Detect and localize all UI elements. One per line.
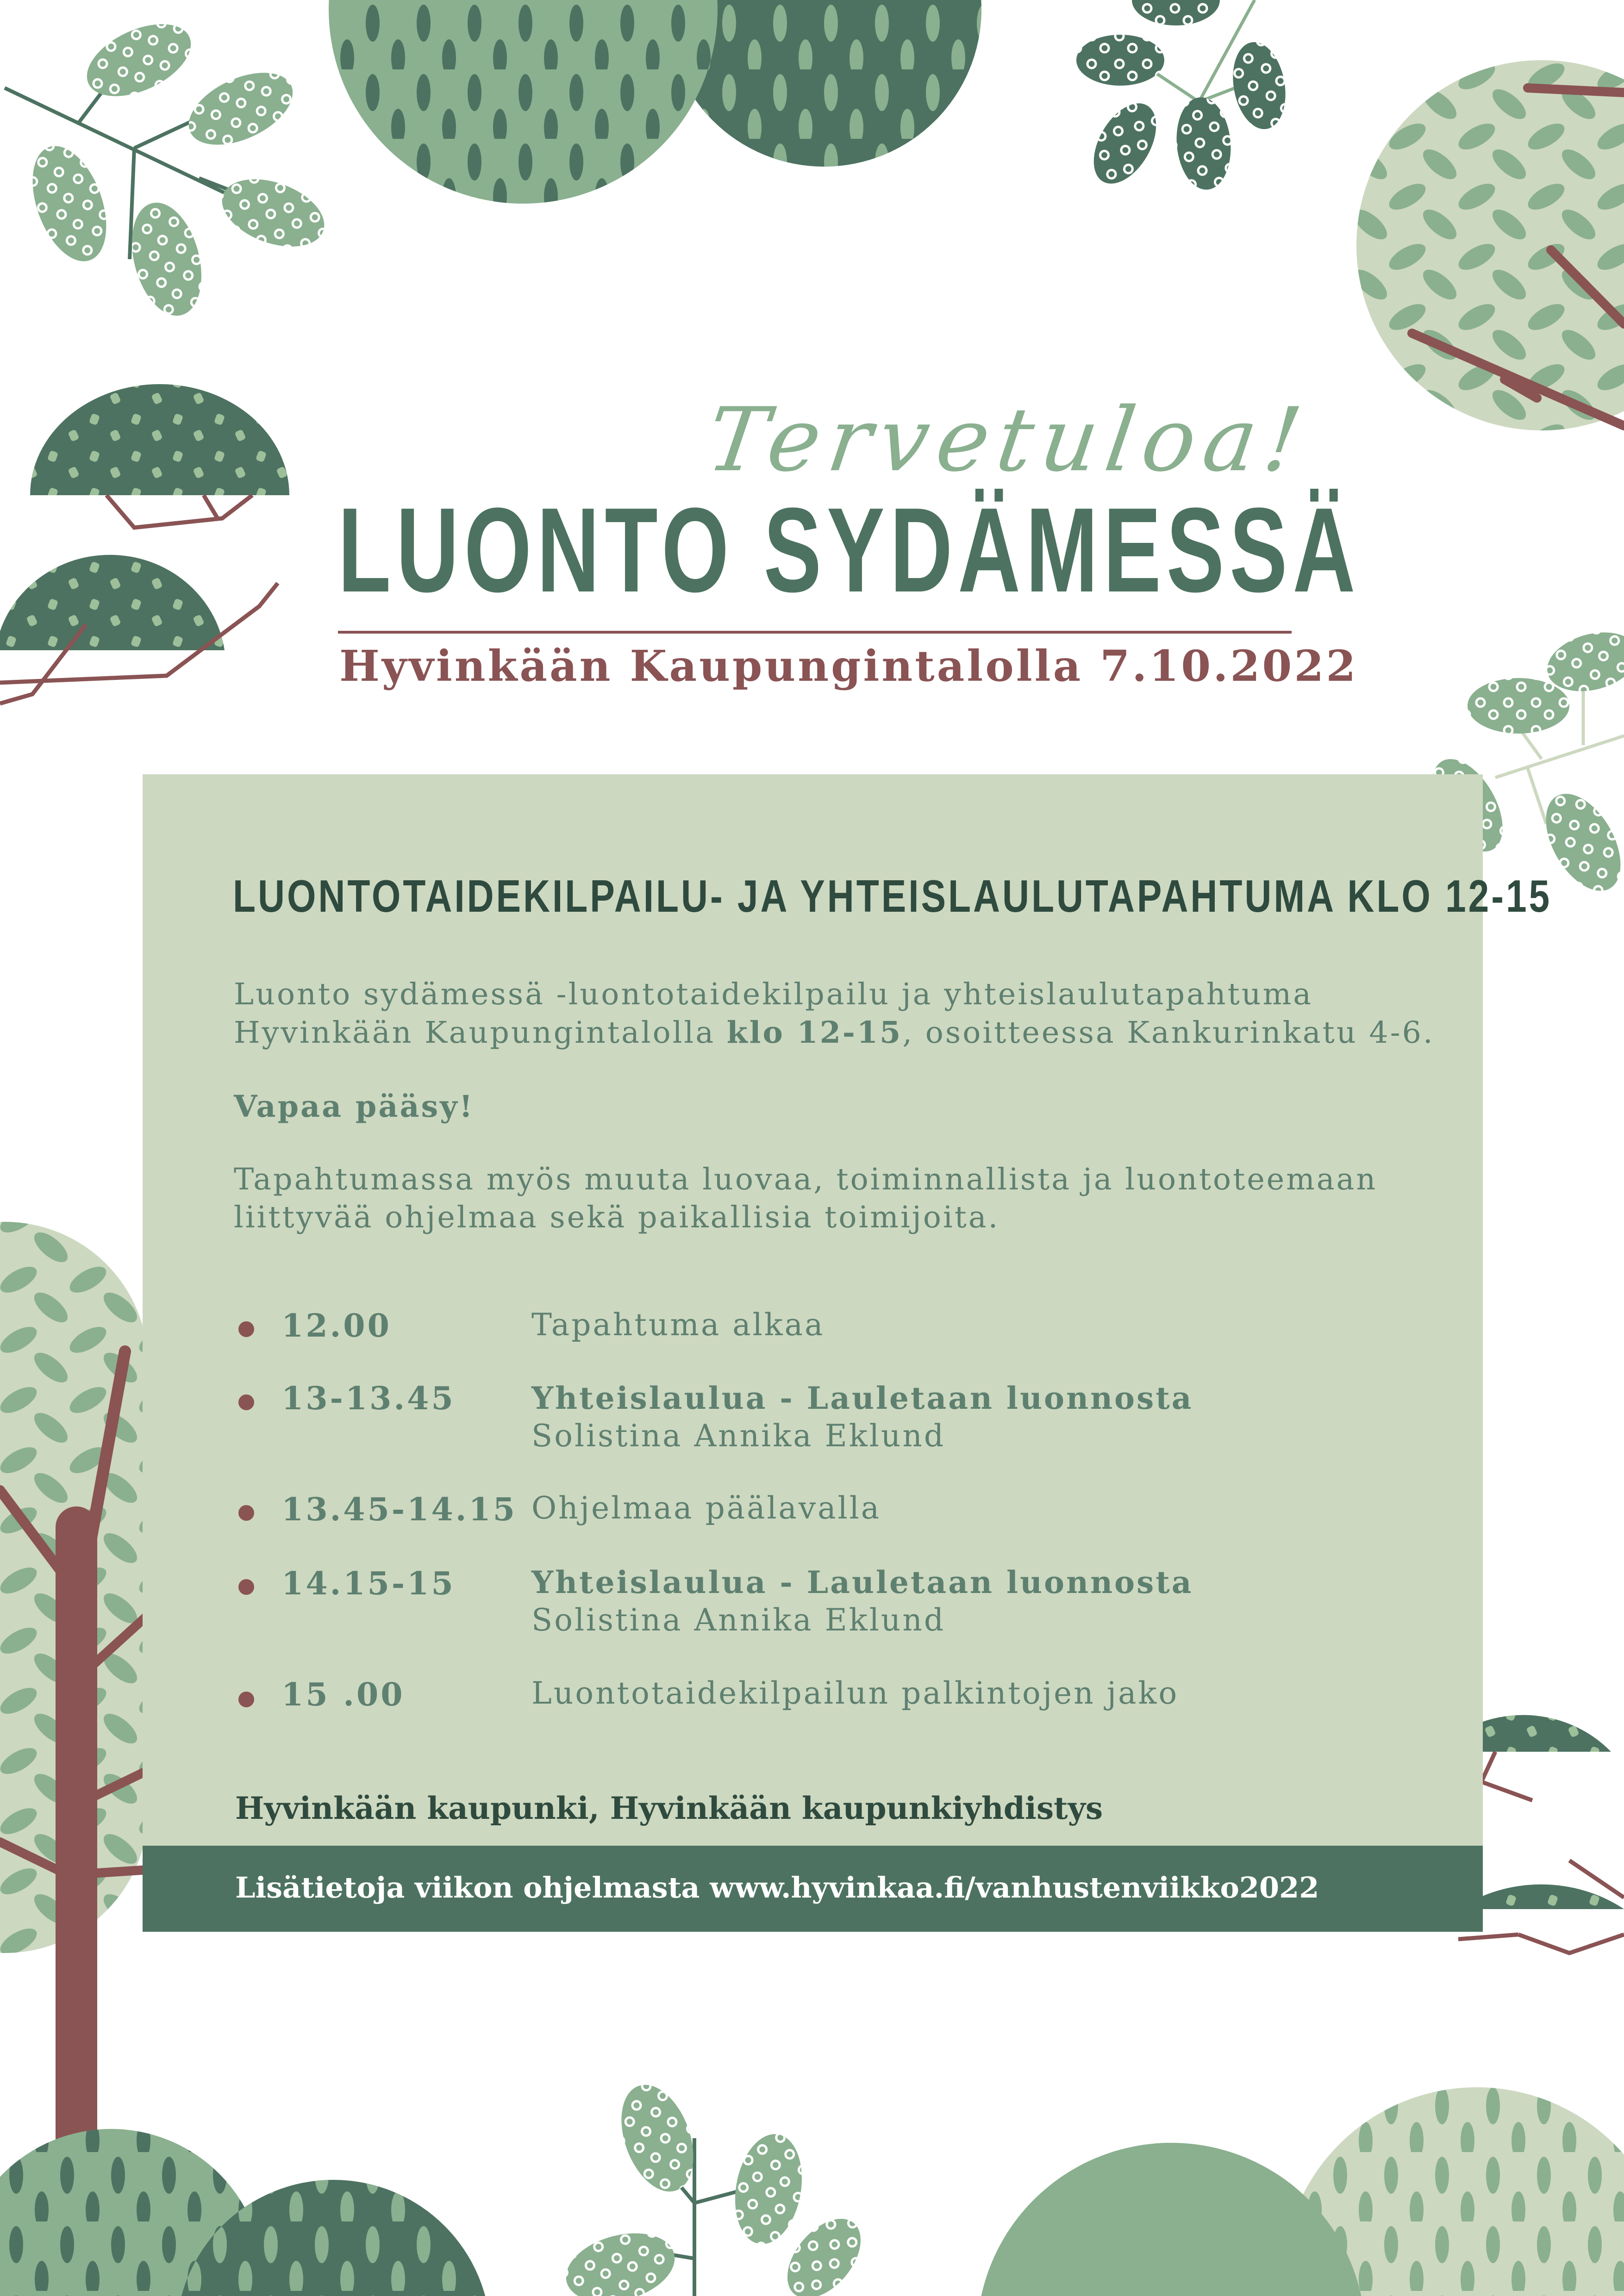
schedule-time: 13-13.45 bbox=[281, 1380, 456, 1417]
schedule-description bbox=[531, 1379, 1193, 1455]
schedule-time: 12.00 bbox=[281, 1307, 392, 1344]
schedule-title: Luontotaidekilpailun palkintojen jako bbox=[531, 1675, 1179, 1711]
welcome-script: Tervetuloa! bbox=[701, 389, 1316, 491]
intro-line-1: Luonto sydämessä -luontotaidekilpailu ja yhteislaulutapahtuma bbox=[234, 977, 1313, 1012]
organizers: Hyvinkään kaupunki, Hyvinkään kaupunkiyhdistys bbox=[235, 1790, 1103, 1826]
schedule-description bbox=[531, 1306, 824, 1344]
schedule-time: 15 .00 bbox=[281, 1676, 405, 1713]
schedule-title: Yhteislaulua - Lauletaan luonnosta bbox=[531, 1380, 1193, 1416]
schedule-time: 13.45-14.15 bbox=[281, 1491, 518, 1528]
free-entry-text: Vapaa pääsy! bbox=[234, 1089, 475, 1124]
page-title: LUONTO SYDÄMESSÄ bbox=[338, 483, 1361, 617]
schedule-title: Ohjelmaa päälavalla bbox=[531, 1490, 881, 1526]
schedule-description bbox=[531, 1674, 1179, 1712]
section-heading: LUONTOTAIDEKILPAILU- JA YHTEISLAULUTAPAHTUMA KLO 12-15 bbox=[233, 871, 1552, 921]
more-info-link[interactable]: Lisätietoja viikon ohjelmasta www.hyvinkaa.fi/vanhustenviikko2022 bbox=[235, 1871, 1319, 1904]
schedule-time: 14.15-15 bbox=[281, 1565, 456, 1602]
schedule-detail: Solistina Annika Eklund bbox=[531, 1602, 946, 1638]
extra-paragraph bbox=[234, 1161, 1377, 1237]
schedule-description bbox=[531, 1563, 1193, 1639]
intro-line-2-end: , osoitteessa Kankurinkatu 4-6. bbox=[902, 1015, 1435, 1050]
bullet-dot bbox=[238, 1579, 254, 1595]
schedule-detail: Solistina Annika Eklund bbox=[531, 1418, 946, 1454]
extra-line-1: Tapahtumassa myös muuta luovaa, toiminnallista ja luontoteemaan bbox=[234, 1162, 1378, 1197]
intro-paragraph bbox=[234, 976, 1435, 1052]
title-divider bbox=[338, 631, 1292, 634]
intro-line-2-start: Hyvinkään Kaupungintalolla bbox=[234, 1015, 727, 1050]
schedule-title: Yhteislaulua - Lauletaan luonnosta bbox=[531, 1564, 1193, 1600]
extra-line-2: liittyvää ohjelmaa sekä paikallisia toimijoita. bbox=[234, 1200, 1000, 1235]
free-entry bbox=[234, 1088, 474, 1126]
bullet-dot bbox=[238, 1692, 254, 1707]
bullet-dot bbox=[238, 1321, 254, 1337]
schedule-description bbox=[531, 1489, 881, 1527]
bullet-dot bbox=[238, 1394, 254, 1410]
bullet-dot bbox=[238, 1505, 254, 1521]
intro-time: klo 12-15 bbox=[726, 1015, 903, 1050]
schedule-title: Tapahtuma alkaa bbox=[531, 1307, 825, 1343]
event-location-date: Hyvinkään Kaupungintalolla 7.10.2022 bbox=[339, 641, 1358, 691]
